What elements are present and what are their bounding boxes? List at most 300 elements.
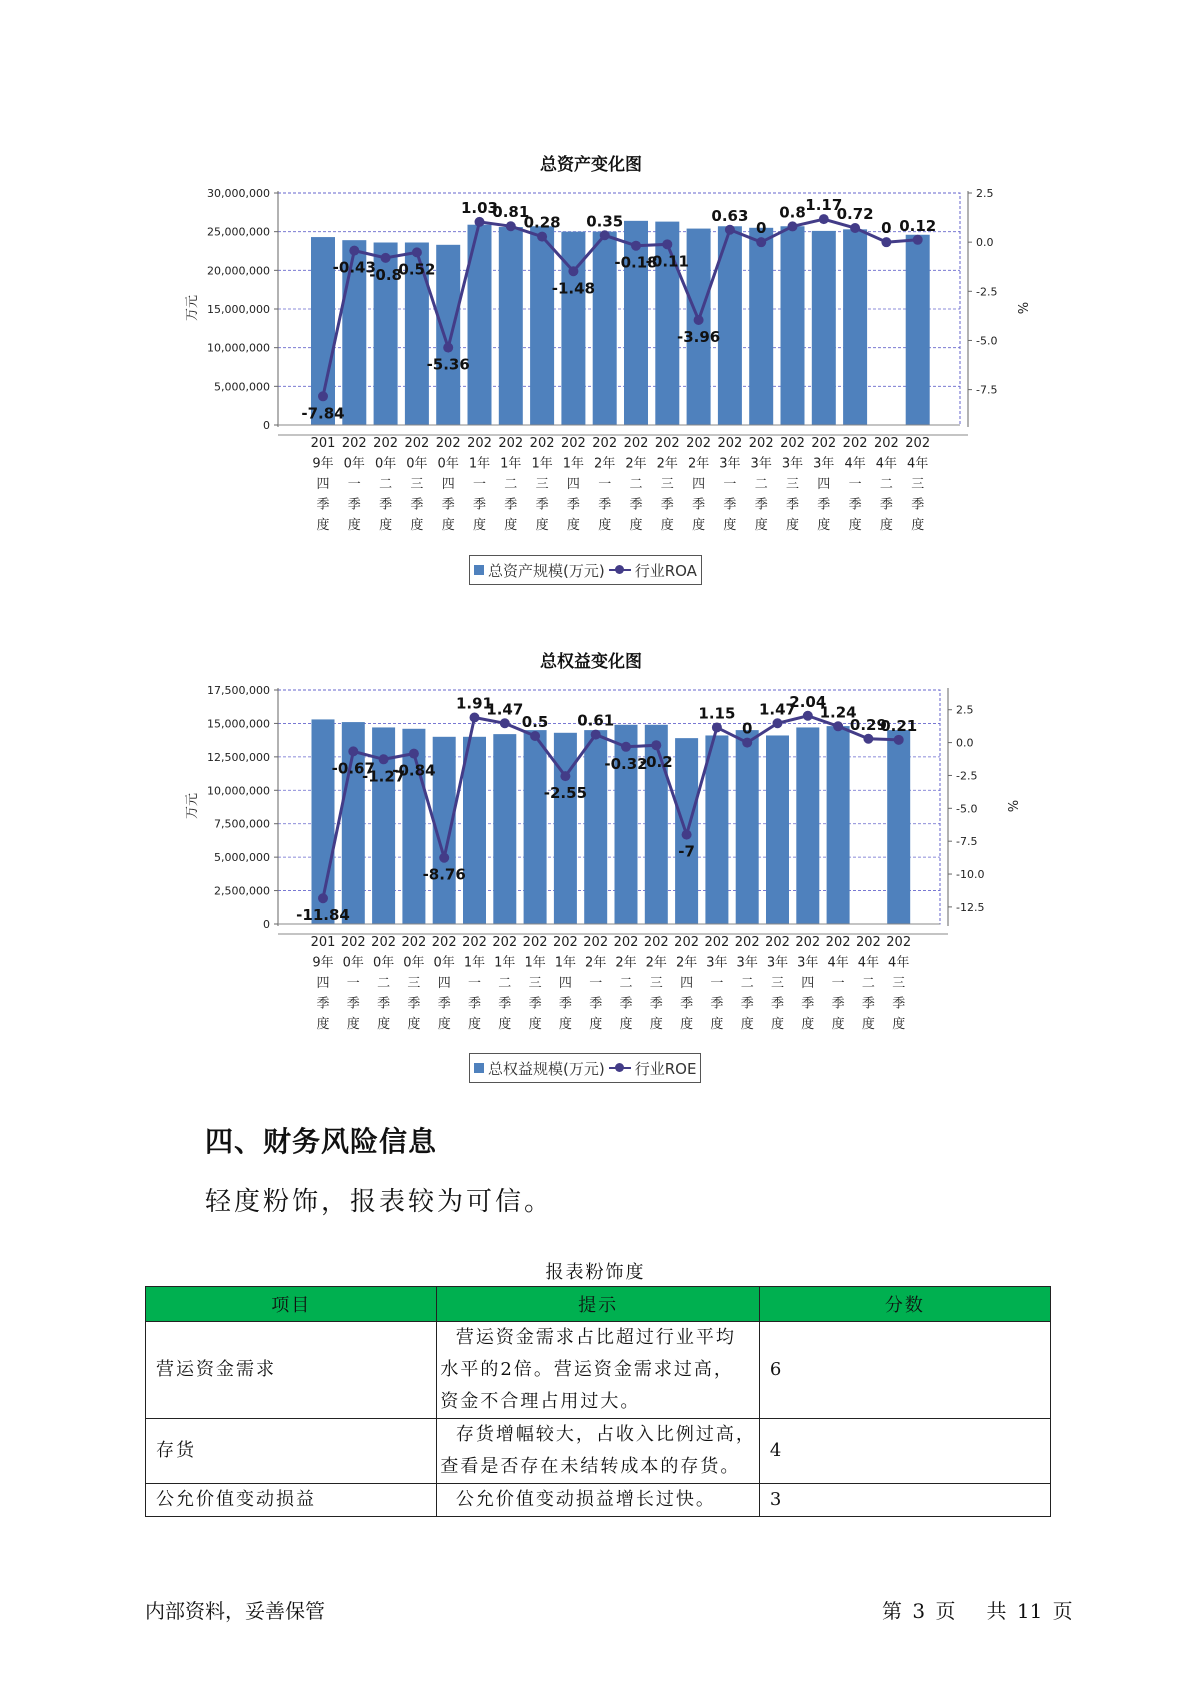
y-right-tick-label: -5.0	[976, 334, 998, 348]
legend-bar-label: 总资产规模(万元)	[488, 561, 605, 580]
x-tick-label: 一	[346, 976, 360, 991]
x-tick-label: 度	[660, 518, 674, 533]
x-tick-label: 一	[467, 976, 482, 991]
x-tick-label: 度	[692, 518, 706, 533]
x-tick-label: 度	[831, 1017, 845, 1032]
x-tick-label: 202	[717, 436, 743, 451]
x-tick-label: 季	[649, 996, 663, 1012]
bar	[796, 727, 819, 924]
x-tick-label: 度	[861, 1017, 875, 1032]
hint-line: 水平的2倍。营运资金需求过高，	[440, 1359, 734, 1380]
x-tick-label: 季	[316, 497, 330, 513]
x-tick-label: 季	[589, 996, 603, 1012]
risk-table	[145, 1286, 1051, 1517]
x-tick-label: 二	[740, 976, 754, 991]
line-point	[803, 711, 813, 721]
x-tick-label: 202	[734, 935, 760, 950]
x-tick-label: 202	[825, 935, 851, 950]
x-tick-label: 202	[592, 436, 618, 451]
x-tick-label: 202	[373, 436, 399, 451]
x-tick-label: 季	[892, 996, 906, 1012]
x-tick-label: 202	[795, 935, 821, 950]
header-item: 项目	[146, 1287, 437, 1322]
legend-line-label: 行业ROE	[634, 1059, 697, 1078]
x-tick-label: 一	[831, 976, 845, 991]
data-label: 1.17	[805, 196, 843, 215]
data-label: -5.36	[426, 355, 470, 374]
x-tick-label: 度	[817, 518, 831, 533]
x-tick-label: 一	[589, 976, 603, 991]
y-left-tick-label: 12,500,000	[207, 750, 270, 764]
x-tick-label: 度	[441, 518, 455, 533]
table-row	[146, 1419, 1051, 1484]
x-tick-label: 0年	[342, 955, 364, 971]
x-tick-label: 4年	[827, 955, 849, 971]
x-tick-label: 202	[686, 436, 712, 451]
data-label: 0	[881, 219, 892, 238]
y-right-tick-label: -7.5	[976, 383, 998, 397]
x-tick-label: 四	[692, 477, 706, 492]
x-tick-label: 季	[467, 996, 482, 1012]
y-left-tick-label: 2,500,000	[214, 884, 270, 898]
data-label: 0.5	[521, 713, 549, 732]
data-label: 0.35	[586, 212, 624, 231]
row-score: 4	[759, 1419, 1050, 1484]
x-tick-label: 202	[654, 436, 680, 451]
data-label: -0.2	[639, 753, 673, 772]
y-right-tick-label: -12.5	[956, 900, 985, 914]
data-label: -0.67	[331, 759, 375, 778]
x-tick-label: 度	[472, 518, 487, 533]
x-tick-label: 2年	[687, 456, 710, 472]
y-left-label: 万元	[185, 294, 200, 322]
x-tick-label: 三	[892, 976, 906, 991]
line-point	[409, 749, 419, 759]
x-tick-label: 二	[504, 477, 518, 492]
table-row	[146, 1484, 1051, 1517]
x-tick-label: 2年	[675, 955, 698, 971]
x-tick-label: 202	[340, 935, 366, 950]
data-label: 0.12	[899, 216, 937, 235]
y-left-tick-label: 10,000,000	[207, 341, 270, 355]
x-tick-label: 2年	[645, 955, 667, 971]
x-tick-label: 202	[462, 935, 487, 950]
x-tick-label: 三	[911, 477, 925, 492]
x-tick-label: 季	[347, 497, 361, 513]
data-label: -0.18	[614, 253, 658, 272]
y-left-tick-label: 30,000,000	[207, 187, 270, 200]
y-right-tick-label: 2.5	[976, 187, 994, 200]
x-tick-label: 202	[560, 436, 586, 451]
row-hint	[437, 1484, 759, 1517]
x-tick-label: 二	[379, 477, 393, 492]
data-label: -0.11	[645, 252, 689, 271]
x-tick-label: 度	[710, 1017, 724, 1032]
x-tick-label: 季	[911, 497, 925, 513]
line-point	[439, 853, 449, 863]
x-tick-label: 3年	[719, 456, 741, 472]
x-tick-label: 季	[723, 497, 737, 513]
x-tick-label: 二	[498, 976, 512, 991]
y-left-tick-label: 5,000,000	[214, 380, 270, 394]
y-left-tick-label: 0	[263, 419, 270, 432]
x-tick-label: 四	[316, 976, 330, 991]
x-tick-label: 1年	[494, 955, 516, 971]
data-label: 1.47	[486, 700, 524, 719]
x-tick-label: 季	[785, 497, 800, 513]
x-tick-label: 度	[316, 1017, 330, 1032]
x-tick-label: 202	[873, 436, 899, 451]
legend-bar-label: 总权益规模(万元)	[488, 1059, 605, 1078]
line-point	[682, 830, 692, 840]
data-label: 1.15	[698, 704, 736, 723]
x-tick-label: 季	[740, 996, 754, 1012]
x-tick-label: 2年	[594, 456, 616, 472]
x-tick-label: 季	[504, 497, 518, 513]
chart-title: 总资产变化图	[540, 155, 642, 175]
line-point	[379, 754, 389, 764]
x-tick-label: 3年	[750, 456, 772, 472]
x-tick-label: 二	[861, 976, 875, 991]
chart-legend	[469, 1053, 701, 1083]
x-tick-label: 度	[649, 1017, 663, 1032]
x-tick-label: 3年	[813, 456, 835, 472]
x-tick-label: 4年	[857, 955, 880, 971]
x-tick-label: 0年	[374, 456, 397, 472]
x-tick-label: 1年	[524, 955, 546, 971]
legend-line-label: 行业ROA	[634, 561, 697, 580]
line-point	[500, 718, 510, 728]
x-tick-label: 季	[831, 996, 845, 1012]
data-label: -1.48	[551, 279, 596, 298]
x-tick-label: 度	[629, 518, 643, 533]
data-label: 2.04	[789, 692, 827, 711]
x-tick-label: 季	[660, 497, 674, 513]
y-left-tick-label: 15,000,000	[207, 303, 270, 316]
x-tick-label: 三	[770, 976, 785, 991]
x-tick-label: 度	[848, 518, 862, 533]
x-tick-label: 202	[431, 935, 457, 950]
x-tick-label: 四	[437, 976, 451, 991]
x-tick-label: 202	[492, 935, 518, 950]
x-tick-label: 季	[407, 996, 421, 1012]
x-tick-label: 202	[704, 935, 730, 950]
data-label: -0.8	[369, 265, 403, 284]
row-score: 6	[759, 1322, 1050, 1419]
y-right-tick-label: 0.0	[976, 236, 994, 250]
x-tick-label: 2年	[615, 955, 637, 971]
x-tick-label: 202	[401, 935, 427, 950]
data-label: 0.61	[577, 711, 615, 730]
line-point	[833, 721, 843, 731]
data-label: 0.8	[779, 203, 806, 222]
y-left-tick-label: 15,000,000	[207, 717, 270, 731]
x-tick-label: 201	[310, 436, 336, 451]
data-label: 0	[755, 219, 767, 238]
data-label: -11.84	[296, 906, 350, 925]
x-tick-label: 2年	[656, 456, 678, 472]
data-label: 1.47	[758, 700, 797, 719]
x-tick-label: 季	[437, 996, 451, 1012]
x-tick-label: 度	[467, 1017, 482, 1032]
x-tick-label: 季	[441, 497, 455, 513]
data-label: -3.96	[676, 328, 721, 347]
x-tick-label: 202	[886, 935, 912, 950]
x-tick-label: 三	[528, 976, 542, 991]
x-tick-label: 季	[528, 996, 542, 1012]
legend-bar-swatch	[474, 1063, 484, 1073]
line-point	[348, 746, 358, 756]
x-tick-label: 季	[848, 497, 862, 513]
y-right-tick-label: -5.0	[956, 802, 978, 816]
x-tick-label: 202	[613, 935, 639, 950]
line-point	[621, 742, 631, 752]
data-label: -0.84	[392, 761, 436, 780]
x-tick-label: 一	[347, 477, 361, 492]
legend-line-swatch	[609, 1063, 631, 1073]
x-tick-label: 度	[619, 1017, 633, 1032]
data-label: 0.28	[523, 213, 561, 232]
y-left-tick-label: 5,000,000	[214, 851, 270, 865]
data-label: 1.24	[819, 703, 857, 722]
x-tick-label: 202	[583, 935, 609, 950]
hint-line: 存货增幅较大，占收入比例过高，	[440, 1424, 756, 1445]
x-tick-label: 202	[811, 436, 837, 451]
x-tick-label: 1年	[531, 456, 553, 472]
y-left-tick-label: 25,000,000	[207, 225, 270, 239]
x-tick-label: 季	[770, 996, 785, 1012]
x-tick-label: 季	[566, 497, 580, 513]
data-label: 0.29	[849, 715, 887, 734]
x-tick-label: 202	[404, 436, 430, 451]
hint-line: 查看是否存在未结转成本的存货。	[440, 1456, 741, 1477]
x-tick-label: 4年	[875, 456, 898, 472]
x-tick-label: 度	[879, 518, 893, 533]
row-item: 存货	[146, 1419, 437, 1484]
x-tick-label: 季	[861, 996, 875, 1012]
x-tick-label: 三	[407, 976, 421, 991]
x-tick-label: 202	[855, 935, 881, 950]
x-tick-label: 季	[710, 996, 724, 1012]
data-label: 0.63	[711, 206, 749, 225]
x-tick-label: 季	[619, 996, 633, 1012]
x-tick-label: 201	[310, 935, 336, 950]
x-tick-label: 三	[649, 976, 663, 991]
x-tick-label: 202	[435, 436, 461, 451]
x-tick-label: 四	[441, 477, 455, 492]
bar	[827, 726, 850, 924]
x-tick-label: 度	[535, 518, 549, 533]
x-tick-label: 3年	[706, 955, 728, 971]
line-point	[712, 722, 722, 732]
x-tick-label: 季	[754, 497, 768, 513]
line-point	[470, 712, 480, 722]
data-label: -7	[678, 842, 695, 861]
x-tick-label: 0年	[372, 955, 395, 971]
x-tick-label: 季	[692, 497, 706, 513]
x-tick-label: 202	[371, 935, 397, 950]
x-tick-label: 度	[566, 518, 580, 533]
x-tick-label: 季	[410, 497, 424, 513]
x-tick-label: 季	[629, 497, 643, 513]
y-right-tick-label: 0.0	[956, 736, 974, 750]
data-label: 0.81	[492, 203, 530, 222]
x-tick-label: 度	[347, 518, 361, 533]
bar	[524, 730, 547, 924]
data-label: -1.27	[361, 767, 406, 786]
row-hint	[437, 1322, 759, 1419]
x-tick-label: 202	[623, 436, 649, 451]
hint-line: 公允价值变动损益增长过快。	[440, 1489, 716, 1510]
x-tick-label: 202	[529, 436, 555, 451]
x-tick-label: 202	[674, 935, 700, 950]
x-tick-label: 度	[346, 1017, 360, 1032]
bar	[463, 737, 486, 924]
x-tick-label: 202	[498, 436, 524, 451]
y-left-tick-label: 7,500,000	[214, 817, 270, 831]
table-row	[146, 1322, 1051, 1419]
x-tick-label: 0年	[403, 955, 425, 971]
data-label: -7.84	[301, 404, 345, 423]
x-tick-label: 度	[528, 1017, 542, 1032]
x-tick-label: 季	[801, 996, 815, 1012]
x-tick-label: 度	[407, 1017, 421, 1032]
y-right-tick-label: 2.5	[956, 703, 974, 717]
x-tick-label: 202	[643, 935, 669, 950]
y-left-tick-label: 20,000,000	[207, 264, 270, 278]
x-tick-label: 1年	[463, 955, 486, 971]
x-tick-label: 202	[552, 935, 578, 950]
line-point	[651, 740, 661, 750]
x-tick-label: 季	[316, 996, 330, 1012]
data-label: 0.52	[398, 260, 436, 279]
x-tick-label: 季	[472, 497, 487, 513]
x-tick-label: 季	[498, 996, 512, 1012]
footer-page-number: 第 3 页 共 11 页	[882, 1599, 1073, 1623]
x-tick-label: 四	[566, 477, 580, 492]
x-tick-label: 0年	[406, 456, 428, 472]
line-point	[773, 718, 783, 728]
bar	[766, 735, 789, 924]
x-tick-label: 二	[879, 477, 893, 492]
x-tick-label: 度	[770, 1017, 785, 1032]
x-tick-label: 四	[680, 976, 694, 991]
x-tick-label: 季	[598, 497, 612, 513]
x-tick-label: 二	[754, 477, 768, 492]
table-header-row	[146, 1287, 1051, 1322]
x-tick-label: 四	[558, 976, 572, 991]
x-tick-label: 度	[801, 1017, 815, 1032]
y-left-tick-label: 17,500,000	[207, 684, 270, 697]
x-tick-label: 季	[346, 996, 360, 1012]
x-tick-label: 一	[723, 477, 737, 492]
y-right-label: %	[1014, 301, 1029, 315]
section-title: 四、财务风险信息	[205, 1125, 438, 1158]
x-tick-label: 度	[598, 518, 612, 533]
x-tick-label: 季	[817, 497, 831, 513]
x-tick-label: 度	[680, 1017, 694, 1032]
chart-title: 总权益变化图	[540, 652, 642, 672]
x-tick-label: 202	[780, 436, 805, 451]
row-score: 3	[759, 1484, 1050, 1517]
y-right-tick-label: -10.0	[956, 868, 985, 882]
header-score: 分数	[759, 1287, 1050, 1322]
bar	[554, 733, 577, 924]
x-tick-label: 度	[892, 1017, 906, 1032]
x-tick-label: 9年	[312, 456, 334, 472]
data-label: -2.55	[543, 784, 588, 803]
x-tick-label: 季	[879, 497, 893, 513]
x-tick-label: 202	[765, 935, 790, 950]
bar	[736, 730, 759, 924]
bar	[493, 734, 516, 924]
x-tick-label: 3年	[781, 456, 804, 472]
data-label: 1.91	[455, 694, 494, 713]
bar	[887, 730, 910, 924]
x-tick-label: 度	[504, 518, 518, 533]
x-tick-label: 4年	[844, 456, 866, 472]
hint-line: 营运资金需求占比超过行业平均	[440, 1327, 736, 1348]
x-tick-label: 度	[911, 518, 925, 533]
x-tick-label: 度	[377, 1017, 391, 1032]
data-label: -0.32	[604, 754, 648, 773]
x-tick-label: 1年	[562, 456, 585, 472]
x-tick-label: 度	[410, 518, 424, 533]
x-tick-label: 度	[740, 1017, 754, 1032]
x-tick-label: 四	[316, 477, 330, 492]
x-tick-label: 二	[619, 976, 633, 991]
x-tick-label: 度	[379, 518, 393, 533]
x-tick-label: 3年	[736, 955, 758, 971]
x-tick-label: 一	[710, 976, 724, 991]
x-tick-label: 3年	[766, 955, 789, 971]
x-tick-label: 202	[905, 436, 931, 451]
x-tick-label: 季	[680, 996, 694, 1012]
x-tick-label: 度	[437, 1017, 451, 1032]
x-tick-label: 0年	[437, 456, 459, 472]
x-tick-label: 季	[377, 996, 391, 1012]
x-tick-label: 度	[785, 518, 800, 533]
x-tick-label: 度	[498, 1017, 512, 1032]
data-label: 0.72	[836, 204, 874, 223]
x-tick-label: 一	[848, 477, 862, 492]
row-hint	[437, 1419, 759, 1484]
x-tick-label: 四	[817, 477, 831, 492]
x-tick-label: 三	[660, 477, 674, 492]
line-point	[863, 734, 873, 744]
bar	[705, 735, 728, 924]
line-point	[318, 893, 328, 903]
x-tick-label: 度	[589, 1017, 603, 1032]
x-tick-label: 二	[629, 477, 643, 492]
x-tick-label: 202	[748, 436, 774, 451]
x-tick-label: 三	[535, 477, 549, 492]
x-tick-label: 三	[410, 477, 424, 492]
line-point	[742, 738, 752, 748]
line-point	[560, 771, 570, 781]
header-hint: 提示	[437, 1287, 759, 1322]
y-right-tick-label: -7.5	[956, 835, 978, 849]
data-label: 1.03	[460, 198, 499, 217]
x-tick-label: 0年	[433, 955, 455, 971]
line-point	[591, 730, 601, 740]
x-tick-label: 0年	[343, 456, 365, 472]
data-label: -8.76	[422, 865, 466, 884]
x-tick-label: 3年	[797, 955, 819, 971]
x-tick-label: 202	[842, 436, 868, 451]
y-right-label: %	[1004, 799, 1019, 813]
x-tick-label: 1年	[468, 456, 491, 472]
